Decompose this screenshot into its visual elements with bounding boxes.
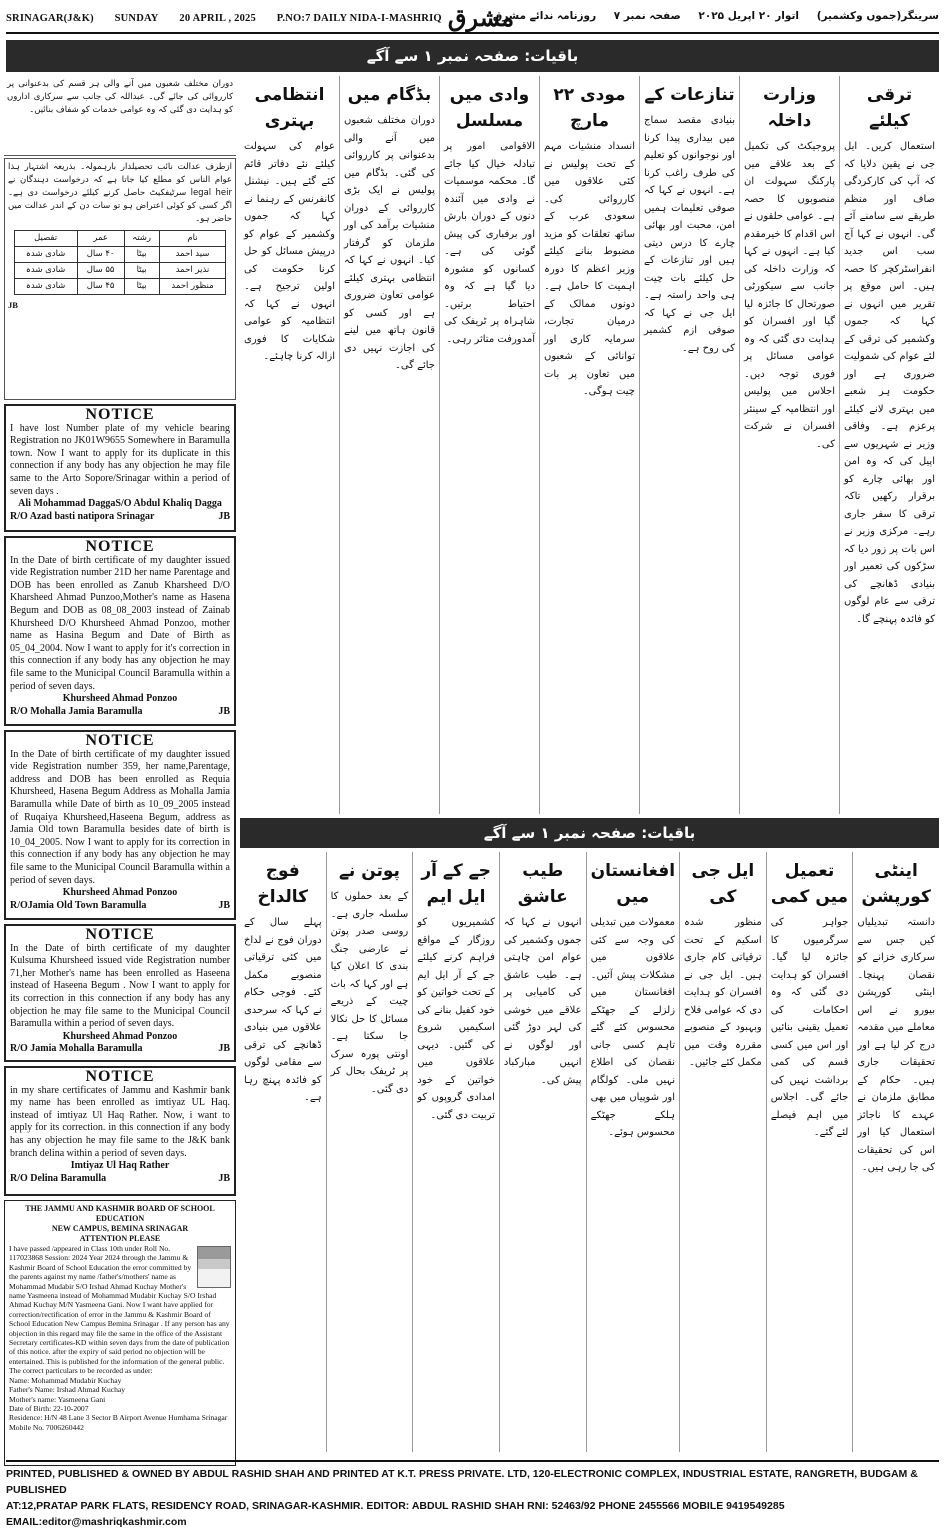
- article-body: پہلے سال کے دوران فوج نے لداخ میں کئی ترقیاتی منصوبے مکمل کئے۔ فوجی حکام نے کہا کہ سرحدی علاقوں میں بنیادی ڈھانچے کی ترقی سے مقامی لوگوں کو فائدہ پہنچ رہا ہے۔: [243, 917, 322, 1103]
- notice-tag: JB: [218, 899, 230, 911]
- notice-signatory: Khursheed Ahmad Ponzoo: [62, 693, 178, 705]
- article-column: [852, 852, 939, 1452]
- masthead-page: P.NO:7 DAILY NIDA-I-MASHRIQ: [276, 12, 442, 24]
- masthead-urdu-page: صفحہ نمبر ۷: [613, 10, 681, 22]
- imprint-line-2: AT:12,PRATAP PARK FLATS, RESIDENCY ROAD, SRINAGAR-KASHMIR. EDITOR: ABDUL RASHID SHAH RNI: 52463/92 PHONE 2455566 MOBILE 9419549285 EMAIL:editor@mashriqkashmir.com: [6, 1500, 785, 1528]
- board-particular: Mother's name: Yasmeena Gani: [9, 1394, 106, 1404]
- table-cell: ۵۵ سال: [77, 263, 124, 279]
- masthead-english-info: [6, 13, 460, 24]
- table-cell: ۴۰ سال: [77, 247, 124, 263]
- article-body: استعمال کریں۔ ایل جی نے یقین دلایا کہ کہ آپ کی کارکردگی صاف اور منظم طریقے سے سامنے آئے گی۔ انہوں نے کہا آج سب اس جدید انفراسٹرکچر کا حصہ ہیں۔ اس موقع پر تقریر میں انہوں نے کہا کہ جموں وکشمیر کی ترقی کے لئے عوام کی شمولیت ضروری ہے اور حکومت ہر شعبے میں بہتری لانے کیلئے پرعزم ہے۔ وفاقی وزیر نے شہریوں سے اپیل کی کہ وہ امن اور بھائی چارے کو برقرار رکھیں تاکہ ترقی کا سفر جاری رہے۔ مرکزی وزیر نے اس بات پر زور دیا کہ سڑکوں کی تعمیر اور بنیادی ڈھانچے کی ترقی سے عام لوگوں کو فائدہ پہنچے گا۔: [844, 141, 935, 625]
- student-photo: [197, 1246, 231, 1288]
- article-heading: انتظامی بہتری: [254, 85, 325, 131]
- notice-signature-line: [10, 1173, 230, 1186]
- article-column: [679, 852, 766, 1452]
- continuation-banner-top: باقیات: صفحہ نمبر ۱ سے آگے: [6, 40, 939, 72]
- notice-address: R/O Delina Baramulla: [10, 1172, 107, 1184]
- article-body: منظور شدہ اسکیم کے تحت ترقیاتی کام جاری ہیں۔ ایل جی نے افسران کو ہدایت دی کہ عوامی فلاح وبہبود کے منصوبے مقررہ وقت میں مکمل کئے جائیں۔: [684, 917, 762, 1068]
- continuation-banner-mid: باقیات: صفحہ نمبر ۱ سے آگے: [240, 818, 939, 848]
- notice-lost-number-plate: [4, 404, 236, 532]
- article-heading: بڈگام میں: [347, 85, 432, 105]
- article-body: کے بعد حملوں کا سلسلہ جاری ہے۔ روسی صدر پوتن نے عارضی جنگ بندی کا اعلان کیا ہے اور کہا کہ بات چیت کے ذریعے مسائل کا حل نکالا جا سکتا ہے۔ اونتی پورہ سرک پر ٹریفک بحال کر دی گئی۔: [330, 891, 409, 1095]
- notice-title: NOTICE: [85, 1068, 155, 1085]
- article-body: جواہر کی سرگرمیوں کا جائزہ لیا گیا۔ افسران کو ہدایت دی گئی کہ وہ احکامات کی تعمیل یقینی بنائیں اور اس میں کسی قسم کی کمی برداشت نہیں کی جائے گی۔ اجلاس میں اہم فیصلے لئے گئے۔: [770, 917, 849, 1138]
- masthead-urdu-date: اتوار ۲۰ اپریل ۲۰۲۵: [698, 10, 800, 22]
- article-heading: ترقی کیلئے: [866, 85, 913, 131]
- article-body: دانستہ تبدیلیاں کیں جس سے سرکاری خزانے کو نقصان پہنچا۔ اینٹی کورپشن بیورو نے اس معاملے میں مقدمہ درج کر لیا ہے اور تحقیقات جاری ہیں۔ حکام کے مطابق ملزمان نے عہدے کا ناجائز استعمال کیا اور اس کی تحقیقات کی جا رہی ہیں۔: [857, 917, 935, 1173]
- article-heading: طیب عاشق: [517, 861, 568, 907]
- masthead-urdu-paper: روزنامہ ندائے مشرق: [492, 10, 597, 22]
- notice-tag: JB: [218, 1043, 230, 1055]
- legal-heir-notice: [4, 158, 236, 400]
- article-body: کشمیریوں کو روزگار کے مواقع فراہم کرنے کیلئے جے کے آر ایل ایم کے تحت خواتین کو خود کفیل بنانے کی اسکیمیں شروع کی گئیں۔ دیہی علاقوں میں خواتین کے خود امدادی گروپوں کو تربیت دی گئی۔: [417, 917, 495, 1121]
- notice-address: R/O Mohalla Jamia Baramulla: [10, 705, 143, 717]
- masthead-urdu-city: سرینگر(جموں وکشمیر): [816, 10, 939, 22]
- notice-signatory: Khursheed Ahmad Ponzoo: [62, 887, 178, 899]
- notices-column: [4, 76, 236, 1452]
- imprint-footer: [6, 1460, 939, 1528]
- table-cell: بیٹا: [124, 247, 159, 263]
- masthead: [6, 4, 939, 34]
- table-header-cell: رشتہ: [124, 231, 159, 247]
- article-body: بنیادی مقصد سماج میں بیداری پیدا کرنا اور نوجوانوں کو تعلیم کی طرف راغب کرنا ہے۔ انہوں نے کہا کہ صوفی تعلیمات ہمیں امن، محبت اور بھائی چارے کا درس دیتی ہیں اور تنازعات کے حل کیلئے بات چیت ہی واحد راستہ ہے۔ ایل جی نے کہا کہ صوفی ازم کشمیر کی روح ہے۔: [644, 115, 735, 354]
- article-heading: تنازعات کے: [644, 85, 735, 105]
- notice-share-certificate: [4, 1066, 236, 1196]
- masthead-date: 20 APRIL , 2025: [179, 12, 256, 24]
- notice-signature-line: [10, 900, 230, 913]
- board-particular: Residence: H/N 48 Lane 3 Sector B Airport Avenue Humhama Srinagar: [9, 1413, 228, 1423]
- notice-body: I have lost Number plate of my vehicle bearing Registration no JK01W9655 Somewhere in Baramulla town. Now I want to apply for its duplicate in this connection if any body has any objection he may file same to the Arto Sopore/Srinagar within a period of seven days .: [10, 422, 230, 497]
- urdu-news-snippet: دوران مختلف شعبوں میں آنے والی ہر قسم کی بدعنوانی پر کارروائی کی جائے گی۔ عبداللہ کی جانب سے سرکاری اداروں کو ہدایت دی گئی کہ وہ عوامی خدمات کو شفاف بنائیں۔: [4, 76, 236, 156]
- table-cell: بیٹا: [124, 279, 159, 295]
- article-column: [539, 76, 639, 814]
- notice-dob-correction-1: [4, 536, 236, 726]
- article-column: [586, 852, 679, 1452]
- table-header-row: [14, 231, 226, 247]
- article-heading: وزارت داخلہ: [762, 85, 817, 131]
- table-cell: منظور احمد: [159, 279, 226, 295]
- article-body: الاقوامی امور پر تبادلہ خیال کیا جائے گا۔ محکمہ موسمیات نے وادی میں آئندہ دنوں کے دوران بارش اور برفباری کی پیش گوئی کی ہے۔ کسانوں کو مشورہ دیا گیا ہے کہ وہ احتیاط برتیں۔ شاہراہ پر ٹریفک کی آمدورفت متاثر رہی۔: [444, 141, 535, 345]
- notice-signature-line: [10, 1043, 230, 1056]
- article-column: [766, 852, 853, 1452]
- notice-dob-correction-3: [4, 924, 236, 1062]
- board-attention: ATTENTION PLEASE: [79, 1234, 161, 1243]
- article-heading: جے کے آر ایل ایم: [421, 861, 491, 907]
- table-row: [14, 279, 226, 295]
- article-heading: اینٹی کورپشن: [861, 861, 931, 907]
- article-body: انہوں نے کہا کہ جموں وکشمیر کی عوام امن چاہتی ہے۔ طیب عاشق کی کامیابی پر علاقے میں خوشی کی لہر دوڑ گئی اور لوگوں نے انہیں مبارکباد پیش کی۔: [503, 917, 582, 1086]
- notice-tag: JB: [218, 1172, 230, 1184]
- notice-signature-line: [10, 706, 230, 719]
- imprint-line-1: PRINTED, PUBLISHED & OWNED BY ABDUL RASHID SHAH AND PRINTED AT K.T. PRESS PRIVATE. LTD, 120-ELECTRONIC COMPLEX, INDUSTRIAL ESTATE, RANGRETH, BUDGAM & PUBLISHED: [6, 1468, 918, 1496]
- table-cell: شادی شدہ: [14, 247, 77, 263]
- article-column: [240, 76, 339, 814]
- board-particular: Date of Birth: 22-10-2007: [9, 1403, 89, 1413]
- article-column: [339, 76, 439, 814]
- notice-signatory: Imtiyaz Ul Haq Rather: [70, 1160, 170, 1172]
- article-heading: ایل جی کی: [691, 861, 755, 907]
- article-column: [739, 76, 839, 814]
- article-heading: افغانستان میں: [590, 861, 676, 907]
- notice-body: In the Date of birth certificate of my daughter issued vide Registration number 359, her name,Parentage, address and DOB has been enrolled as Requia Khursheed, Hasena Begum Address as Mohalla Jamia Baramulla while Date of birth as 10_09_2005 instead of Ruqaiya Khursheed,Haseena Begum, address as Jamia Old town Baramulla besides date of birth is 10_04_2005. Now I want to apply for its correction in this connection if any body has any objection he may file same to the Municipal Council Baramulla within a period of seven days.: [10, 748, 230, 886]
- article-column: [326, 852, 413, 1452]
- table-cell: ۴۵ سال: [77, 279, 124, 295]
- urdu-articles-top: [240, 76, 939, 814]
- notice-tag: JB: [218, 510, 230, 522]
- table-cell: شادی شدہ: [14, 279, 77, 295]
- article-body: معمولات میں تبدیلی کی وجہ سے کئی علاقوں میں مشکلات پیش آئیں۔ افغانستان میں زلزلے کے جھٹکے محسوس کئے گئے تاہم کسی جانی نقصان کی اطلاع نہیں ملی۔ کولگام اور شوپیاں میں بھی ہلکے جھٹکے محسوس ہوئے۔: [590, 917, 676, 1138]
- article-body: عوام کی سہولت کیلئے نئے دفاتر قائم کئے گئے ہیں۔ نیشنل کانفرنس کے رہنما نے کہا کہ جموں وکشمیر کے عوام کو درپیش مسائل کو حل کرنا حکومت کی اولین ترجیح ہے۔ انہوں نے کہا کہ انتظامیہ کو عوامی شکایات کا فوری ازالہ کرنا چاہئے۔: [244, 141, 335, 362]
- board-campus: NEW CAMPUS, BEMINA SRINAGAR: [51, 1224, 189, 1233]
- article-column: [639, 76, 739, 814]
- article-heading: پوتن نے: [338, 861, 400, 881]
- notice-address: R/OJamia Old Town Baramulla: [10, 899, 147, 911]
- notice-title: NOTICE: [85, 406, 155, 423]
- notice-title: NOTICE: [85, 732, 155, 749]
- notice-tag: JB: [218, 705, 230, 717]
- masthead-day: SUNDAY: [114, 12, 159, 24]
- article-heading: مودی ۲۲ مارچ: [553, 85, 626, 131]
- table-header-cell: تفصیل: [14, 231, 77, 247]
- table-row: [14, 263, 226, 279]
- board-particulars-label: The correct particulars to be recorded as under:: [9, 1366, 153, 1376]
- board-attention-notice: [4, 1200, 236, 1466]
- article-heading: فوج کالداخ: [257, 861, 309, 907]
- notice-title: NOTICE: [85, 926, 155, 943]
- table-cell: بیٹا: [124, 263, 159, 279]
- table-cell: سید احمد: [159, 247, 226, 263]
- legal-heir-body: ازطرف عدالت نائب تحصیلدار بارہمولہ۔ بذریعہ اشتہار ہذا عوام الناس کو مطلع کیا جاتا ہے کہ درخواست دہندگان نے legal heir سرٹیفکیٹ حاصل کرنے کیلئے درخواست دی ہے۔ اگر کسی کو کوئی اعتراض ہو تو سات دن کے اندر عدالت میں حاضر ہو۔: [8, 162, 233, 224]
- notice-body: In the Date of birth certificate of my daughter issued vide Registration number 21D her name Parentage and DOB has been enrolled as Zanub Kharsheed D/O Kharsheed Ahmad Punzoo,Mother's name as Hasena Begum and DOB as 08_08_2003 instead of Zainab Khursheed D/O Khursheed Ahmad Ponzoo, mother name as Hasina Begum and Date of Birth as 05_04_2004. Now I want to apply for it's correction in this connection if any body has any objection he may file same to the Municipal Council Baramulla within a period of seven days.: [10, 554, 230, 692]
- article-body: دوران مختلف شعبوں میں آنے والی بدعنوانی پر کارروائی کی گئی۔ بڈگام میں پولیس نے ایک بڑی کارروائی کے دوران منشیات برآمد کی اور ملزمان کو گرفتار کیا۔ انہوں نے کہا کہ انتظامی بہتری کیلئے عوامی تعاون ضروری ہے اور کسی کو قانون ہاتھ میں لینے کی اجازت نہیں دی جائے گی۔: [344, 115, 435, 371]
- logo-text: مشرق: [447, 2, 515, 32]
- masthead-city: SRINAGAR(J&K): [6, 12, 94, 24]
- article-column: [439, 76, 539, 814]
- notice-tag: JB: [8, 300, 18, 310]
- article-body: پروجیکٹ کی تکمیل کے بعد علاقے میں پارکنگ سہولت ان منصوبوں کا حصہ ہے۔ عوامی حلقوں نے اس اقدام کا خیرمقدم کیا ہے۔ انہوں نے کہا کہ وزارت داخلہ کی جانب سے سیکورٹی صورتحال کا جائزہ لیا گیا اور افسران کو ہدایت دی گئی کہ وہ عوامی مسائل پر فوری توجہ دیں۔ اجلاس میں پولیس اور انتظامیہ کے سینئر افسران نے شرکت کی۔: [744, 141, 835, 450]
- notice-dob-correction-2: [4, 730, 236, 920]
- table-cell: شادی شدہ: [14, 263, 77, 279]
- board-notice-body: I have passed /appeared in Class 10th under Roll No. 117023868 Session: 2024 Year 2024 through the Jammu & Kashmir Board of School Education the error committed by the parents against my name /father's/mothers' name as Mohammad Mudabir S/O Irshad Ahmad Kuchay Mother's name Yasmeena instead of Mohammad Mudabir Kuchay S/O Irshad Ahmad Kuchay M/N Yasmeena Gani. Now I want have applied for correction/rectification of error in the Jammu & Kashmir Board of School Education New Campus Bemina Srinagar . If any person has any objection in this regard may file the same in the office of the Assistant Secretary certificates-KD within seven days from the date of publication of this notice. after the expiry of said period no objection will be entertained. This is published for the information of the general public.: [9, 1244, 230, 1366]
- article-heading: وادی میں مسلسل: [449, 85, 530, 131]
- urdu-articles-bottom: [240, 852, 939, 1452]
- article-column: [499, 852, 586, 1452]
- board-particular: Mobile No. 7006260442: [9, 1422, 84, 1432]
- notice-title: NOTICE: [85, 538, 155, 555]
- table-header-cell: عمر: [77, 231, 124, 247]
- article-column: [412, 852, 499, 1452]
- board-title: THE JAMMU AND KASHMIR BOARD OF SCHOOL EDUCATION: [25, 1204, 215, 1223]
- notice-address: R/O Azad basti natipora Srinagar: [10, 510, 155, 522]
- heirs-table: [14, 230, 227, 295]
- article-column: [839, 76, 939, 814]
- article-column: [240, 852, 326, 1452]
- notice-signature-line: [10, 511, 230, 524]
- notice-signatory: Khursheed Ahmad Ponzoo: [62, 1030, 178, 1042]
- board-particular: Name: Mohammad Mudabir Kuchay: [9, 1375, 122, 1385]
- notice-signatory: Ali Mohammad DaggaS/O Abdul Khaliq Dagga: [18, 498, 222, 510]
- table-row: [14, 247, 226, 263]
- article-body: انسداد منشیات مہم کے تحت پولیس نے کئی علاقوں میں کارروائی کی۔ سعودی عرب کے ساتھ تعلقات کو مزید مضبوط بنانے کیلئے وزیر اعظم کا دورہ اہمیت کا حامل ہے۔ دونوں ممالک کے درمیان تجارت، سرمایہ کاری اور توانائی کے شعبوں میں تعاون پر بات چیت ہوگی۔: [544, 141, 635, 397]
- masthead-urdu-info: [479, 10, 939, 22]
- notice-body: In the Date of birth certificate of my daughter Kulsuma Khursheed issued vide Registration number 71,her Mother's name has been enrolled as Haseena instead of Haseena Begum . Now I want to apply for its correction in this connection if any body has any objection he may file same to the Municipal Council Baramulla within a period of seven days.: [10, 942, 230, 1030]
- notice-address: R/O Jamia Mohalla Baramulla: [10, 1043, 143, 1055]
- article-heading: تعمیل میں کمی: [770, 861, 849, 907]
- board-particular: Father's Name: Irshad Ahmad Kuchay: [9, 1385, 126, 1395]
- table-header-cell: نام: [159, 231, 226, 247]
- table-cell: نذیر احمد: [159, 263, 226, 279]
- notice-body: in my share certificates of Jammu and Kashmir bank my name has been enrolled as imtiyaz UL Haq. instead of imtiyaz Ul Haq Rather. Now, i want to apply for its correction. in this connection if any body has any objection he may file same to the J&K bank branch delina within a period of seven days.: [10, 1084, 230, 1159]
